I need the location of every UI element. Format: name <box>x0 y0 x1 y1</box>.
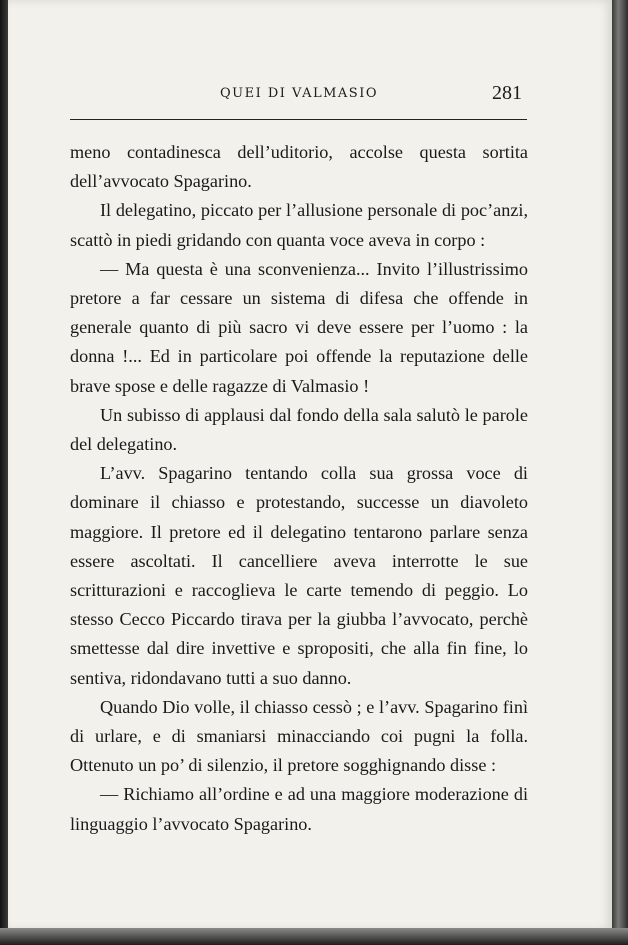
page-number: 281 <box>492 82 522 104</box>
paragraph: Il delegatino, piccato per l’allusione personale di poc’anzi, scattò in piedi gridando con quanta voce aveva in corpo : <box>70 200 528 250</box>
page-bottom-edge <box>0 928 628 945</box>
paragraph: Quando Dio volle, il chiasso cessò ; e l’avv. Spagarino finì di urlare, e di smaniarsi minacciando coi pugni la folla. Ottenuto un po’ di silenzio, il pretore sogghignando disse : <box>70 696 528 776</box>
paragraph: — Richiamo all’ordine e ad una maggiore moderazione di linguaggio l’avvocato Spagarino. <box>70 784 528 834</box>
paragraph: meno contadinesca dell’uditorio, accolse questa sortita dell’avvocato Spagarino. <box>70 142 528 192</box>
body-text <box>70 138 528 839</box>
paragraph: — Ma questa è una sconvenienza... Invito l’illustrissimo pretore a far cessare un sistema di difesa che offende in generale quanto di più sacro vi deve essere per l’uomo : la donna !... Ed in particolare poi offende la reputazione delle brave spose e delle ragazze di Valmasio ! <box>70 258 528 396</box>
header-rule <box>70 119 527 120</box>
page-right-edge <box>612 0 628 945</box>
page-left-binding-edge <box>0 0 8 945</box>
page-header <box>68 84 528 110</box>
running-title: QUEI DI VALMASIO <box>220 86 378 101</box>
paragraph: Un subisso di applausi dal fondo della sala salutò le parole del delegatino. <box>70 404 528 455</box>
paragraph: L’avv. Spagarino tentando colla sua grossa voce di dominare il chiasso e protestando, successe un diavoleto maggiore. Il pretore ed il delegatino tentarono parlare senza essere ascoltati. Il cancelliere aveva interrotte le sue scritturazioni e raccoglieva le carte temendo di peggio. Lo stesso Cecco Piccardo tirava per la giubba l’avvocato, perchè smettesse dal dire invettive e spropositi, che alla fin fine, lo sentiva, ridondavano tutti a suo danno. <box>70 463 528 688</box>
